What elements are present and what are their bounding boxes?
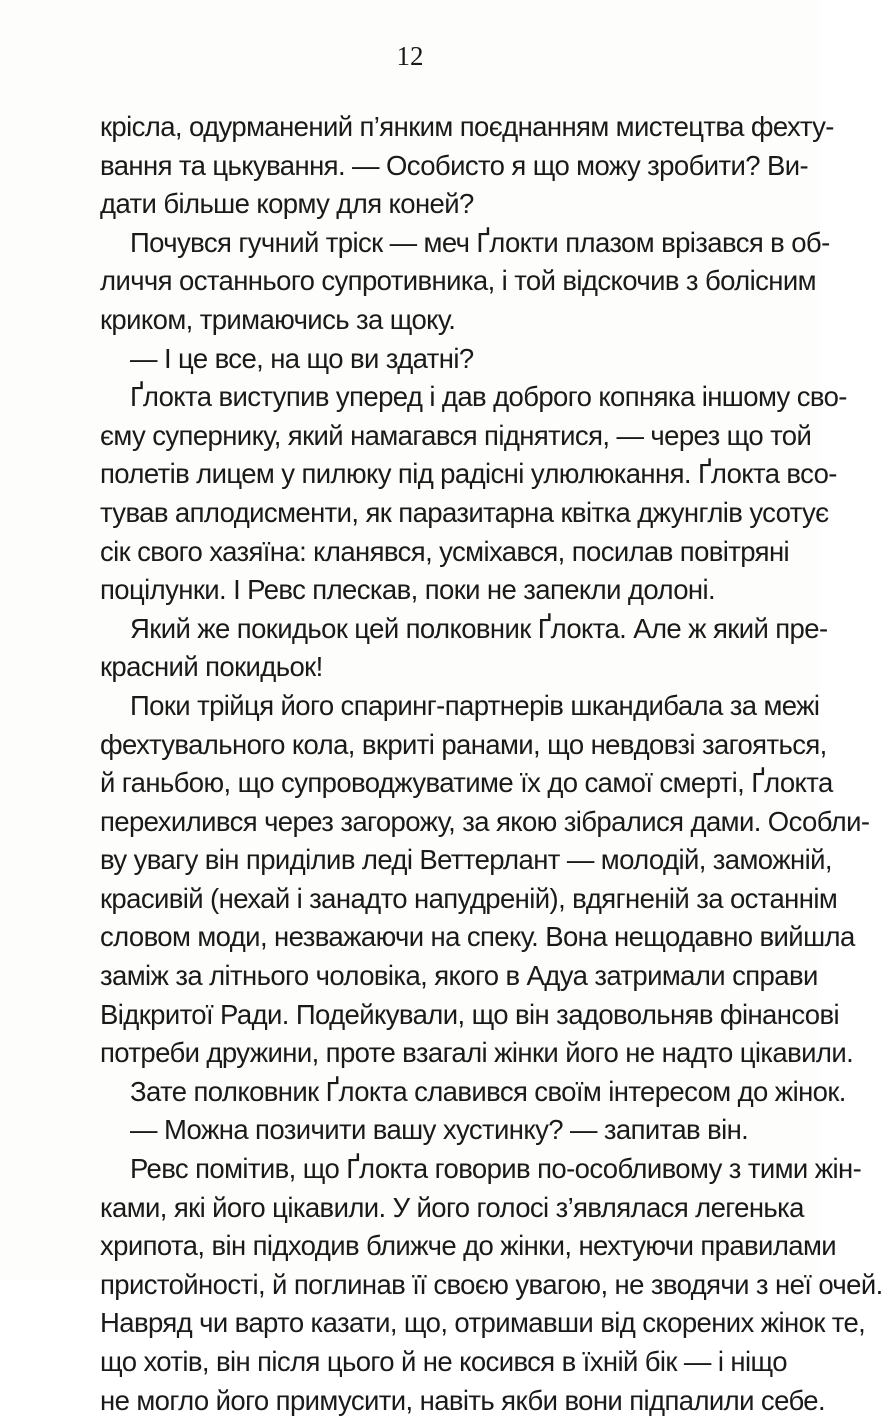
text-line: криком, тримаючись за щоку. bbox=[100, 303, 456, 335]
text-line: потреби дружини, проте взагалі жінки його не надто цікавили. bbox=[100, 1037, 854, 1069]
text-line: тував аплодисменти, як паразитарна квітка джунглів усотує bbox=[100, 496, 829, 528]
text-line: Зате полковник Ґлокта славився своїм інтересом до жінок. bbox=[130, 1075, 846, 1107]
text-line: — І це все, на що ви здатні? bbox=[130, 342, 474, 374]
text-line: вання та цькування. — Особисто я що можу зробити? Ви- bbox=[100, 149, 809, 181]
text-line: красний покидьок! bbox=[100, 651, 323, 683]
text-line: що хотів, він після цього й не косився в їхній бік — і ніщо bbox=[100, 1346, 787, 1377]
text-line: фехтувального кола, вкриті ранами, що невдовзі загояться, bbox=[100, 728, 827, 760]
text-line: Навряд чи варто казати, що, отримавши від скорених жінок те, bbox=[100, 1307, 866, 1339]
text-line: й ганьбою, що супроводжуватиме їх до самої смерті, Ґлокта bbox=[100, 767, 833, 799]
text-line: полетів лицем у пилюку під радісні улюлюкання. Ґлокта всо- bbox=[100, 458, 837, 490]
text-line: єму супернику, який намагався піднятися, — через що той bbox=[100, 419, 812, 451]
page-number: 12 bbox=[396, 41, 424, 71]
text-line: Поки трійця його спаринг-партнерів шкандибала за межі bbox=[130, 689, 820, 721]
text-line: заміж за літнього чоловіка, якого в Адуа затримали справи bbox=[100, 960, 818, 992]
text-line: личчя останнього супротивника, і той відскочив з болісним bbox=[100, 265, 816, 297]
text-line: перехилився через загорожу, за якою зібралися дами. Особли- bbox=[100, 805, 870, 837]
text-line: Почувся гучний тріск — меч Ґлокти плазом врізався в об- bbox=[130, 226, 830, 258]
text-line: — Можна позичити вашу хустинку? — запитав він. bbox=[130, 1114, 749, 1146]
text-line: красивій (нехай і занадто напудреній), вдягненій за останнім bbox=[100, 882, 838, 914]
text-line: ками, які його цікавили. У його голосі з’являлася легенька bbox=[100, 1191, 804, 1223]
text-line: сік свого хазяїна: кланявся, усміхався, посилав повітряні bbox=[100, 535, 790, 567]
text-line: поцілунки. І Ревс плескав, поки не запекли долоні. bbox=[100, 574, 716, 606]
text-line: Ґлокта виступив уперед і дав доброго копняка іншому сво- bbox=[130, 381, 847, 413]
text-line: не могло його примусити, навіть якби вони підпалили себе. bbox=[100, 1384, 826, 1416]
text-line: пристойності, й поглинав її своєю увагою, не зводячи з неї очей. bbox=[100, 1268, 883, 1300]
text-line: Відкритої Ради. Подейкували, що він задовольняв фінансові bbox=[100, 998, 839, 1030]
text-line: словом моди, незважаючи на спеку. Вона нещодавно вийшла bbox=[100, 921, 855, 953]
text-line: крісла, одурманений п’янким поєднанням мистецтва фехту- bbox=[100, 111, 834, 142]
text-line: хрипота, він підходив ближче до жінки, нехтуючи правилами bbox=[100, 1230, 837, 1262]
text-line: ву увагу він приділив леді Веттерлант — молодій, заможній, bbox=[100, 844, 832, 876]
body-text bbox=[100, 108, 883, 1420]
text-line: Який же покидьок цей полковник Ґлокта. Але ж який пре- bbox=[130, 612, 828, 644]
text-line: дати більше корму для коней? bbox=[100, 188, 474, 220]
text-line: Ревс помітив, що Ґлокта говорив по-особливому з тими жін- bbox=[130, 1153, 862, 1185]
